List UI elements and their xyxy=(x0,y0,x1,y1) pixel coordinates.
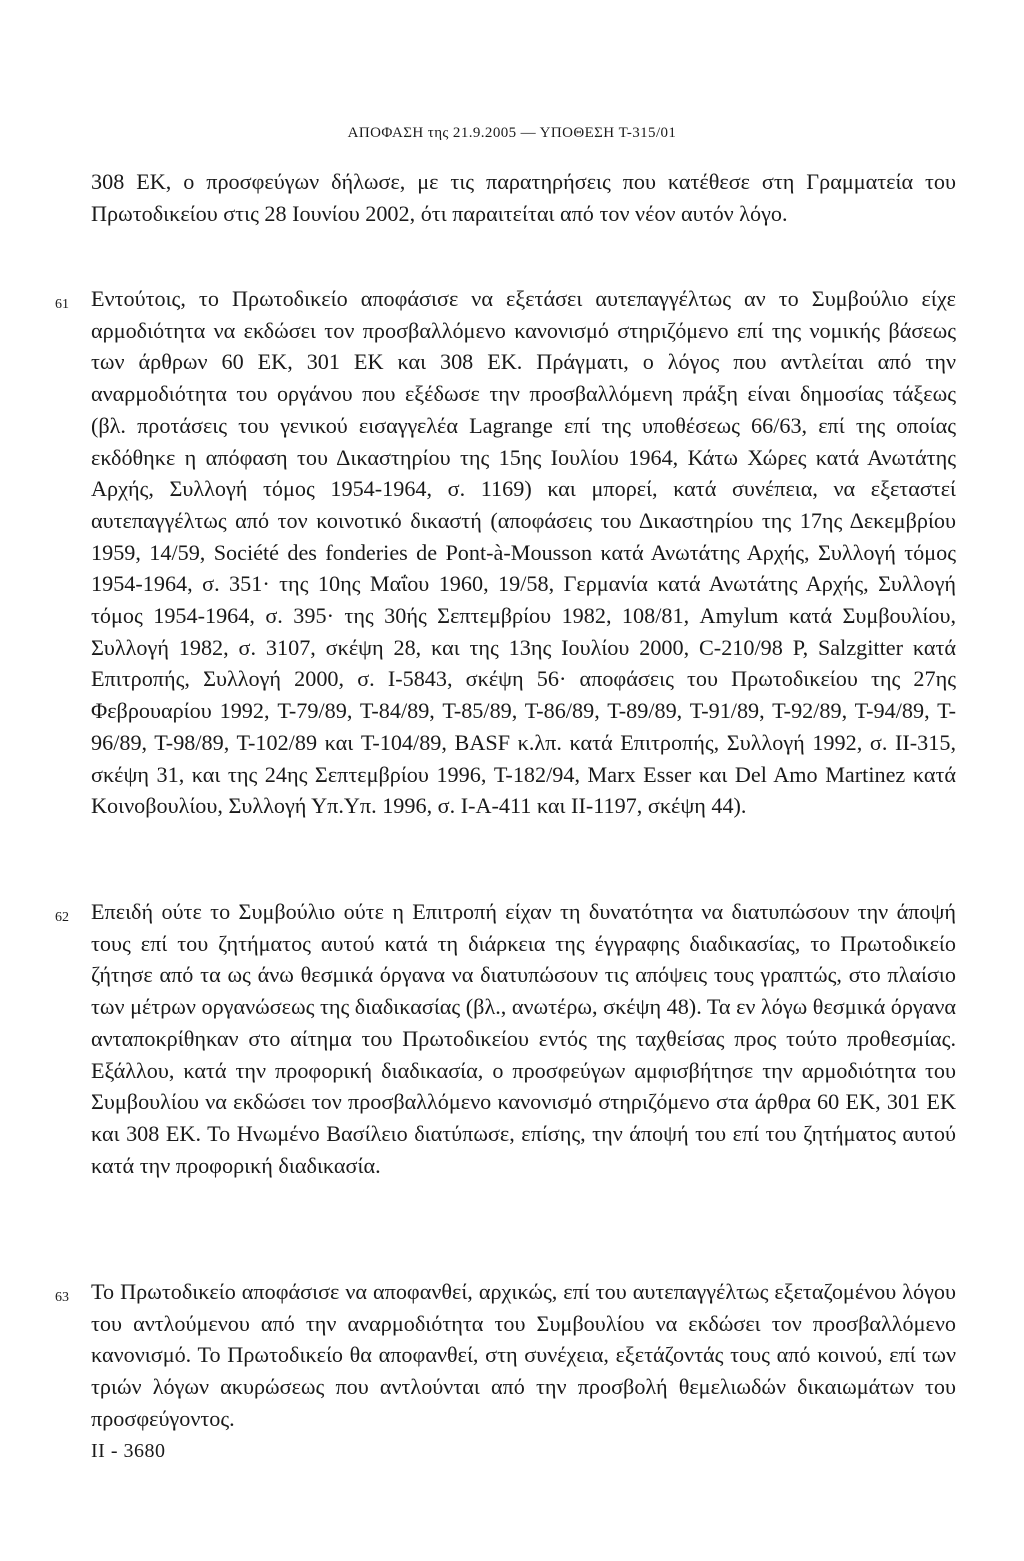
paragraph-62: Επειδή ούτε το Συμβούλιο ούτε η Επιτροπή είχαν τη δυνατότητα να διατυπώσουν την άποψή τους επί του ζητήματος αυτού κατά τη διάρκεια της έγγραφης διαδικασίας, το Πρωτοδικείο ζήτησε από τα ως άνω θεσμικά όργανα να διατυπώσουν τις απόψεις τους γραπτώς, στο πλαίσιο των μέτρων οργανώσεως της διαδικασίας (βλ., ανωτέρω, σκέψη 48). Τα εν λόγω θεσμικά όργανα ανταποκρίθηκαν στο αίτημα του Πρωτοδικείου εντός της ταχθείσας προς τούτο προθεσμίας. Εξάλλου, κατά την προφορική διαδικασία, ο προσφεύγων αμφισβήτησε την αρμοδιότητα του Συμβουλίου να εκδώσει τον προσβαλλόμενο κανονισμό στηριζόμενο στα άρθρα 60 ΕΚ, 301 ΕΚ και 308 ΕΚ. Το Ηνωμένο Βασίλειο διατύπωσε, επίσης, την άποψή του επί του ζητήματος αυτού κατά την προφορική διαδικασία. xyxy=(91,899,956,1178)
paragraph-61: Εντούτοις, το Πρωτοδικείο αποφάσισε να εξετάσει αυτεπαγγέλτως αν το Συμβούλιο είχε αρμοδιότητα να εκδώσει τον προσβαλλόμενο κανονισμό στηριζόμενο επί της νομικής βάσεως των άρθρων 60 ΕΚ, 301 ΕΚ και 308 ΕΚ. Πράγματι, ο λόγος που αντλείται από την αναρμοδιότητα του οργάνου που εξέδωσε την προσβαλλόμενη πράξη είναι δημοσίας τάξεως (βλ. προτάσεις του γενικού εισαγγελέα Lagrange επί της υποθέσεως 66/63, επί της οποίας εκδόθηκε η απόφαση του Δικαστηρίου της 15ης Ιουλίου 1964, Κάτω Χώρες κατά Ανωτάτης Αρχής, Συλλογή τόμος 1954-1964, σ. 1169) και μπορεί, κατά συνέπεια, να εξεταστεί αυτεπαγγέλτως από τον κοινοτικό δικαστή (αποφάσεις του Δικαστηρίου της 17ης Δεκεμβρίου 1959, 14/59, Société des fonderies de Pont-à-Mousson κατά Ανωτάτης Αρχής, Συλλογή τόμος 1954-1964, σ. 351· της 10ης Μαΐου 1960, 19/58, Γερμανία κατά Ανωτάτης Αρχής, Συλλογή τόμος 1954-1964, σ. 395· της 30ής Σεπτεμβρίου 1982, 108/81, Amylum κατά Συμβουλίου, Συλλογή 1982, σ. 3107, σκέψη 28, και της 13ης Ιουλίου 2000, C-210/98 P, Salzgitter κατά Επιτροπής, Συλλογή 2000, σ. I-5843, σκέψη 56· αποφάσεις του Πρωτοδικείου της 27ης Φεβρουαρίου 1992, T-79/89, T-84/89, T-85/89, T-86/89, T-89/89, T-91/89, T-92/89, T-94/89, T-96/89, T-98/89, T-102/89 και T-104/89, BASF κ.λπ. κατά Επιτροπής, Συλλογή 1992, σ. II-315, σκέψη 31, και της 24ης Σεπτεμβρίου 1996, T-182/94, Marx Esser και Del Amo Martinez κατά Κοινοβουλίου, Συλλογή Υπ.Υπ. 1996, σ. I-A-411 και II-1197, σκέψη 44). xyxy=(91,286,956,819)
paragraph-number-63: 63 xyxy=(55,1290,69,1305)
paragraph-63: Το Πρωτοδικείο αποφάσισε να αποφανθεί, αρχικώς, επί του αυτεπαγγέλτως εξεταζομένου λόγου του αντλούμενου από την αναρμοδιότητα του Συμβουλίου να εκδώσει τον προσβαλλόμενο κανονισμό. Το Πρωτοδικείο θα αποφανθεί, στη συνέχεια, εξετάζοντάς τους από κοινού, επί των τριών λόγων ακυρώσεως που αντλούνται από την προσβολή θεμελιωδών δικαιωμάτων του προσφεύγοντος. xyxy=(91,1279,956,1431)
page-number: II - 3680 xyxy=(91,1440,166,1462)
paragraph-continuation: 308 ΕΚ, ο προσφεύγων δήλωσε, με τις παρατηρήσεις που κατέθεσε στη Γραμματεία του Πρωτοδικείου στις 28 Ιουνίου 2002, ότι παραιτείται από τον νέον αυτόν λόγο. xyxy=(91,169,956,226)
paragraph-number-61: 61 xyxy=(55,297,69,312)
page-header: ΑΠΟΦΑΣΗ της 21.9.2005 — ΥΠΟΘΕΣΗ T-315/01 xyxy=(347,125,677,141)
paragraph-number-62: 62 xyxy=(55,910,69,925)
